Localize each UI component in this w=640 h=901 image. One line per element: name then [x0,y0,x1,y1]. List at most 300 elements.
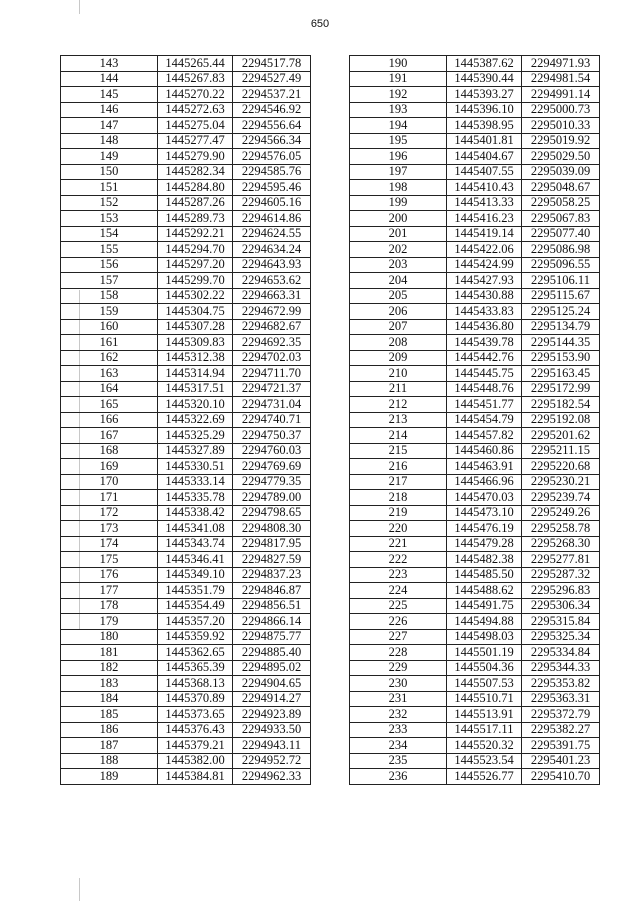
x-coordinate-cell: 1445272.63 [158,102,233,118]
table-row [350,769,600,785]
table-row [61,645,311,661]
point-number-cell: 213 [350,412,447,428]
x-coordinate-cell: 1445396.10 [447,102,522,118]
x-coordinate-cell: 1445504.36 [447,660,522,676]
table-row [61,707,311,723]
point-number-cell: 201 [350,226,447,242]
y-coordinate-cell: 2294991.14 [522,87,600,103]
table-row [350,598,600,614]
point-number-cell: 197 [350,164,447,180]
y-coordinate-cell: 2294837.23 [233,567,311,583]
x-coordinate-cell: 1445317.51 [158,381,233,397]
table-row [61,273,311,289]
x-coordinate-cell: 1445384.81 [158,769,233,785]
table-row [350,195,600,211]
y-coordinate-cell: 2294943.11 [233,738,311,754]
x-coordinate-cell: 1445373.65 [158,707,233,723]
table-row [61,474,311,490]
table-row [350,474,600,490]
point-number-cell: 150 [61,164,158,180]
point-number-cell: 177 [61,583,158,599]
point-number-cell: 192 [350,87,447,103]
point-number-cell: 172 [61,505,158,521]
point-number-cell: 235 [350,753,447,769]
table-row [61,428,311,444]
y-coordinate-cell: 2294546.92 [233,102,311,118]
y-coordinate-cell: 2295086.98 [522,242,600,258]
y-coordinate-cell: 2295106.11 [522,273,600,289]
x-coordinate-cell: 1445494.88 [447,614,522,630]
point-number-cell: 202 [350,242,447,258]
y-coordinate-cell: 2294537.21 [233,87,311,103]
table-row [61,459,311,475]
point-number-cell: 210 [350,366,447,382]
point-number-cell: 236 [350,769,447,785]
point-number-cell: 211 [350,381,447,397]
y-coordinate-cell: 2295401.23 [522,753,600,769]
y-coordinate-cell: 2294904.65 [233,676,311,692]
y-coordinate-cell: 2294702.03 [233,350,311,366]
x-coordinate-cell: 1445289.73 [158,211,233,227]
point-number-cell: 218 [350,490,447,506]
x-coordinate-cell: 1445357.20 [158,614,233,630]
x-coordinate-cell: 1445267.83 [158,71,233,87]
point-number-cell: 195 [350,133,447,149]
coordinates-table-left [60,55,311,785]
y-coordinate-cell: 2295382.27 [522,722,600,738]
x-coordinate-cell: 1445433.83 [447,304,522,320]
y-coordinate-cell: 2294808.30 [233,521,311,537]
y-coordinate-cell: 2295144.35 [522,335,600,351]
y-coordinate-cell: 2294798.65 [233,505,311,521]
scan-margin-mark-bottom [79,878,80,901]
x-coordinate-cell: 1445401.81 [447,133,522,149]
y-coordinate-cell: 2295077.40 [522,226,600,242]
point-number-cell: 212 [350,397,447,413]
table-row [350,366,600,382]
table-row [350,304,600,320]
x-coordinate-cell: 1445466.96 [447,474,522,490]
x-coordinate-cell: 1445320.10 [158,397,233,413]
x-coordinate-cell: 1445379.21 [158,738,233,754]
point-number-cell: 184 [61,691,158,707]
x-coordinate-cell: 1445346.41 [158,552,233,568]
table-row [350,149,600,165]
table-row [350,87,600,103]
point-number-cell: 205 [350,288,447,304]
x-coordinate-cell: 1445270.22 [158,87,233,103]
x-coordinate-cell: 1445445.75 [447,366,522,382]
table-row [61,691,311,707]
table-row [61,753,311,769]
y-coordinate-cell: 2295249.26 [522,505,600,521]
x-coordinate-cell: 1445284.80 [158,180,233,196]
table-row [350,102,600,118]
table-row [61,102,311,118]
y-coordinate-cell: 2294740.71 [233,412,311,428]
y-coordinate-cell: 2295372.79 [522,707,600,723]
table-row [350,676,600,692]
point-number-cell: 230 [350,676,447,692]
x-coordinate-cell: 1445485.50 [447,567,522,583]
x-coordinate-cell: 1445304.75 [158,304,233,320]
table-row [350,459,600,475]
point-number-cell: 158 [61,288,158,304]
point-number-cell: 183 [61,676,158,692]
x-coordinate-cell: 1445277.47 [158,133,233,149]
point-number-cell: 206 [350,304,447,320]
table-row [350,133,600,149]
point-number-cell: 200 [350,211,447,227]
y-coordinate-cell: 2295125.24 [522,304,600,320]
y-coordinate-cell: 2295000.73 [522,102,600,118]
table-row [61,257,311,273]
x-coordinate-cell: 1445463.91 [447,459,522,475]
x-coordinate-cell: 1445398.95 [447,118,522,134]
y-coordinate-cell: 2295363.31 [522,691,600,707]
y-coordinate-cell: 2295153.90 [522,350,600,366]
table-row [61,350,311,366]
x-coordinate-cell: 1445368.13 [158,676,233,692]
point-number-cell: 165 [61,397,158,413]
x-coordinate-cell: 1445407.55 [447,164,522,180]
x-coordinate-cell: 1445413.33 [447,195,522,211]
y-coordinate-cell: 2294595.46 [233,180,311,196]
table-row [350,645,600,661]
y-coordinate-cell: 2294885.40 [233,645,311,661]
table-row [350,738,600,754]
x-coordinate-cell: 1445419.14 [447,226,522,242]
point-number-cell: 181 [61,645,158,661]
point-number-cell: 152 [61,195,158,211]
x-coordinate-cell: 1445479.28 [447,536,522,552]
table-row [61,87,311,103]
x-coordinate-cell: 1445436.80 [447,319,522,335]
point-number-cell: 151 [61,180,158,196]
point-number-cell: 225 [350,598,447,614]
x-coordinate-cell: 1445365.39 [158,660,233,676]
x-coordinate-cell: 1445314.94 [158,366,233,382]
y-coordinate-cell: 2294933.50 [233,722,311,738]
table-row [350,583,600,599]
table-row [350,180,600,196]
y-coordinate-cell: 2295182.54 [522,397,600,413]
x-coordinate-cell: 1445430.88 [447,288,522,304]
table-row [350,505,600,521]
point-number-cell: 186 [61,722,158,738]
point-number-cell: 208 [350,335,447,351]
table-row [350,319,600,335]
table-row [350,397,600,413]
point-number-cell: 156 [61,257,158,273]
table-row [350,614,600,630]
table-row [350,226,600,242]
point-number-cell: 153 [61,211,158,227]
table-row [350,71,600,87]
table-row [350,521,600,537]
table-row [61,583,311,599]
point-number-cell: 146 [61,102,158,118]
y-coordinate-cell: 2295287.32 [522,567,600,583]
table-row [61,226,311,242]
table-row [61,769,311,785]
y-coordinate-cell: 2295391.75 [522,738,600,754]
x-coordinate-cell: 1445476.19 [447,521,522,537]
x-coordinate-cell: 1445351.79 [158,583,233,599]
table-row [61,133,311,149]
point-number-cell: 204 [350,273,447,289]
point-number-cell: 160 [61,319,158,335]
point-number-cell: 219 [350,505,447,521]
table-row [61,738,311,754]
y-coordinate-cell: 2295115.67 [522,288,600,304]
y-coordinate-cell: 2294566.34 [233,133,311,149]
point-number-cell: 175 [61,552,158,568]
table-row [350,660,600,676]
x-coordinate-cell: 1445297.20 [158,257,233,273]
table-row [61,164,311,180]
point-number-cell: 179 [61,614,158,630]
table-row [350,490,600,506]
table-row [350,257,600,273]
point-number-cell: 162 [61,350,158,366]
y-coordinate-cell: 2295048.67 [522,180,600,196]
table-row [61,505,311,521]
y-coordinate-cell: 2295353.82 [522,676,600,692]
x-coordinate-cell: 1445473.10 [447,505,522,521]
x-coordinate-cell: 1445359.92 [158,629,233,645]
y-coordinate-cell: 2295344.33 [522,660,600,676]
x-coordinate-cell: 1445448.76 [447,381,522,397]
table-row [350,335,600,351]
point-number-cell: 189 [61,769,158,785]
x-coordinate-cell: 1445498.03 [447,629,522,645]
point-number-cell: 232 [350,707,447,723]
x-coordinate-cell: 1445507.53 [447,676,522,692]
point-number-cell: 194 [350,118,447,134]
x-coordinate-cell: 1445404.67 [447,149,522,165]
point-number-cell: 166 [61,412,158,428]
x-coordinate-cell: 1445322.69 [158,412,233,428]
point-number-cell: 154 [61,226,158,242]
y-coordinate-cell: 2295172.99 [522,381,600,397]
y-coordinate-cell: 2294866.14 [233,614,311,630]
point-number-cell: 214 [350,428,447,444]
x-coordinate-cell: 1445294.70 [158,242,233,258]
y-coordinate-cell: 2294711.70 [233,366,311,382]
x-coordinate-cell: 1445265.44 [158,56,233,72]
table-row [61,660,311,676]
y-coordinate-cell: 2294750.37 [233,428,311,444]
table-row [61,443,311,459]
point-number-cell: 145 [61,87,158,103]
x-coordinate-cell: 1445523.54 [447,753,522,769]
y-coordinate-cell: 2294527.49 [233,71,311,87]
x-coordinate-cell: 1445454.79 [447,412,522,428]
x-coordinate-cell: 1445482.38 [447,552,522,568]
x-coordinate-cell: 1445410.43 [447,180,522,196]
point-number-cell: 159 [61,304,158,320]
point-number-cell: 180 [61,629,158,645]
point-number-cell: 167 [61,428,158,444]
point-number-cell: 220 [350,521,447,537]
y-coordinate-cell: 2294789.00 [233,490,311,506]
point-number-cell: 157 [61,273,158,289]
table-row [350,536,600,552]
table-row [61,598,311,614]
y-coordinate-cell: 2294971.93 [522,56,600,72]
table-row [350,56,600,72]
point-number-cell: 233 [350,722,447,738]
y-coordinate-cell: 2295239.74 [522,490,600,506]
table-row [350,443,600,459]
y-coordinate-cell: 2294556.64 [233,118,311,134]
x-coordinate-cell: 1445287.26 [158,195,233,211]
point-number-cell: 196 [350,149,447,165]
y-coordinate-cell: 2294817.95 [233,536,311,552]
x-coordinate-cell: 1445282.34 [158,164,233,180]
point-number-cell: 221 [350,536,447,552]
point-number-cell: 173 [61,521,158,537]
y-coordinate-cell: 2295220.68 [522,459,600,475]
point-number-cell: 224 [350,583,447,599]
x-coordinate-cell: 1445333.14 [158,474,233,490]
point-number-cell: 163 [61,366,158,382]
table-row [61,490,311,506]
y-coordinate-cell: 2295096.55 [522,257,600,273]
x-coordinate-cell: 1445513.91 [447,707,522,723]
x-coordinate-cell: 1445460.86 [447,443,522,459]
table-row [350,412,600,428]
x-coordinate-cell: 1445335.78 [158,490,233,506]
y-coordinate-cell: 2294769.69 [233,459,311,475]
x-coordinate-cell: 1445302.22 [158,288,233,304]
x-coordinate-cell: 1445309.83 [158,335,233,351]
point-number-cell: 147 [61,118,158,134]
point-number-cell: 198 [350,180,447,196]
y-coordinate-cell: 2295230.21 [522,474,600,490]
x-coordinate-cell: 1445279.90 [158,149,233,165]
y-coordinate-cell: 2295058.25 [522,195,600,211]
x-coordinate-cell: 1445526.77 [447,769,522,785]
y-coordinate-cell: 2295315.84 [522,614,600,630]
y-coordinate-cell: 2294576.05 [233,149,311,165]
point-number-cell: 222 [350,552,447,568]
x-coordinate-cell: 1445451.77 [447,397,522,413]
y-coordinate-cell: 2294585.76 [233,164,311,180]
y-coordinate-cell: 2295201.62 [522,428,600,444]
x-coordinate-cell: 1445376.43 [158,722,233,738]
point-number-cell: 188 [61,753,158,769]
x-coordinate-cell: 1445275.04 [158,118,233,134]
x-coordinate-cell: 1445422.06 [447,242,522,258]
table-row [61,195,311,211]
point-number-cell: 185 [61,707,158,723]
point-number-cell: 161 [61,335,158,351]
x-coordinate-cell: 1445307.28 [158,319,233,335]
y-coordinate-cell: 2295410.70 [522,769,600,785]
table-row [61,567,311,583]
x-coordinate-cell: 1445325.29 [158,428,233,444]
page-number: 650 [310,18,330,30]
point-number-cell: 149 [61,149,158,165]
table-row [350,164,600,180]
point-number-cell: 191 [350,71,447,87]
x-coordinate-cell: 1445457.82 [447,428,522,444]
table-row [61,412,311,428]
table-row [350,753,600,769]
table-row [350,273,600,289]
table-row [350,567,600,583]
y-coordinate-cell: 2295296.83 [522,583,600,599]
point-number-cell: 176 [61,567,158,583]
point-number-cell: 217 [350,474,447,490]
table-row [350,350,600,366]
table-row [61,536,311,552]
table-row [61,304,311,320]
table-row [61,552,311,568]
table-row [61,71,311,87]
x-coordinate-cell: 1445427.93 [447,273,522,289]
point-number-cell: 216 [350,459,447,475]
point-number-cell: 143 [61,56,158,72]
table-row [61,629,311,645]
x-coordinate-cell: 1445424.99 [447,257,522,273]
table-row [350,381,600,397]
point-number-cell: 174 [61,536,158,552]
x-coordinate-cell: 1445517.11 [447,722,522,738]
y-coordinate-cell: 2294846.87 [233,583,311,599]
y-coordinate-cell: 2295325.34 [522,629,600,645]
x-coordinate-cell: 1445393.27 [447,87,522,103]
table-row [61,118,311,134]
table-row [350,691,600,707]
y-coordinate-cell: 2295163.45 [522,366,600,382]
y-coordinate-cell: 2294981.54 [522,71,600,87]
point-number-cell: 231 [350,691,447,707]
x-coordinate-cell: 1445382.00 [158,753,233,769]
table-row [350,118,600,134]
x-coordinate-cell: 1445292.21 [158,226,233,242]
x-coordinate-cell: 1445362.65 [158,645,233,661]
point-number-cell: 207 [350,319,447,335]
x-coordinate-cell: 1445349.10 [158,567,233,583]
y-coordinate-cell: 2295067.83 [522,211,600,227]
y-coordinate-cell: 2294895.02 [233,660,311,676]
x-coordinate-cell: 1445390.44 [447,71,522,87]
y-coordinate-cell: 2295268.30 [522,536,600,552]
point-number-cell: 227 [350,629,447,645]
point-number-cell: 193 [350,102,447,118]
x-coordinate-cell: 1445330.51 [158,459,233,475]
table-row [350,288,600,304]
table-row [61,56,311,72]
point-number-cell: 223 [350,567,447,583]
y-coordinate-cell: 2294682.67 [233,319,311,335]
table-row [61,319,311,335]
table-row [61,242,311,258]
table-row [350,629,600,645]
table-row [61,381,311,397]
y-coordinate-cell: 2294624.55 [233,226,311,242]
point-number-cell: 144 [61,71,158,87]
point-number-cell: 234 [350,738,447,754]
x-coordinate-cell: 1445520.32 [447,738,522,754]
table-row [61,180,311,196]
x-coordinate-cell: 1445338.42 [158,505,233,521]
x-coordinate-cell: 1445439.78 [447,335,522,351]
table-row [350,552,600,568]
